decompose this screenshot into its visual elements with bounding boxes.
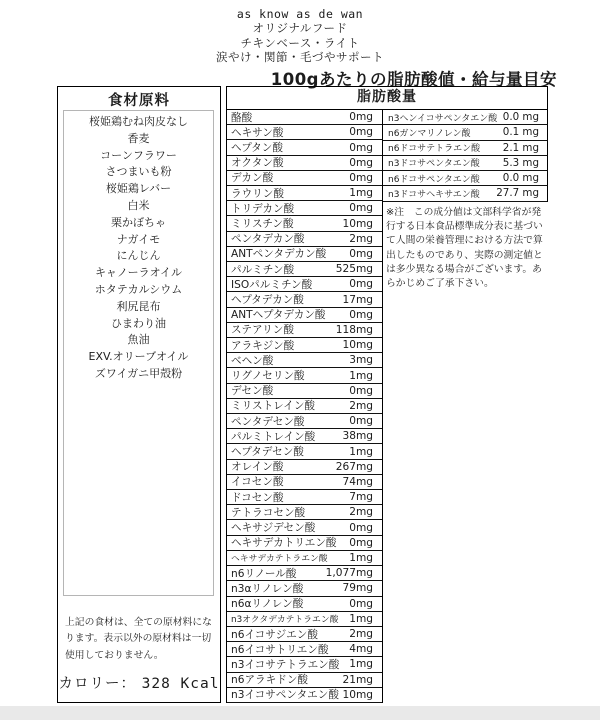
fatty-acid-value: 0mg — [349, 247, 373, 260]
fatty-acid-value: 74mg — [342, 475, 373, 488]
fatty-acid-name: n3オクタデカテトラエン酸 — [231, 615, 339, 626]
fatty-acid-name: n3イコサペンタエン酸 — [231, 689, 339, 702]
ingredients-panel — [57, 86, 221, 703]
fatty-acid-row — [227, 597, 382, 612]
fatty-acid-value: 0mg — [349, 384, 373, 397]
fatty-acid-row — [227, 505, 382, 520]
fatty-acid-table-left — [226, 110, 383, 703]
fatty-acid-name: n6αリノレン酸 — [231, 598, 304, 611]
fatty-acid-name: ベヘン酸 — [231, 354, 274, 367]
brand-block — [0, 7, 600, 64]
fatty-acid-row — [227, 308, 382, 323]
brand-line-1: as know as de wan — [236, 7, 364, 21]
fatty-acid-name: リグノセリン酸 — [231, 370, 305, 383]
fatty-acid-value: 0mg — [349, 156, 373, 169]
fatty-acid-value: 267mg — [335, 460, 373, 473]
brand-line-2: オリジナルフード — [252, 21, 348, 36]
fatty-acid-name: 酪酸 — [231, 111, 253, 124]
fatty-acid-row — [227, 232, 382, 247]
fatty-acid-name: デカン酸 — [231, 172, 274, 185]
fatty-acid-value: 1mg — [349, 445, 373, 458]
fatty-acid-name: n3ドコサペンタエン酸 — [388, 159, 480, 170]
fatty-acid-value: 1mg — [349, 369, 373, 382]
fatty-acid-row — [227, 612, 382, 627]
fatty-acid-name: ヘプタデセン酸 — [231, 446, 304, 459]
fatty-acid-value: 0mg — [349, 308, 373, 321]
fatty-acid-value: 0mg — [349, 597, 373, 610]
fatty-acid-row — [227, 216, 382, 231]
fatty-acid-name: n3αリノレン酸 — [231, 582, 304, 595]
ingredients-header: 食材原料 — [108, 93, 170, 109]
fatty-acid-row — [227, 475, 382, 490]
fatty-acid-value: 3mg — [349, 354, 373, 367]
fatty-acid-name: アラキジン酸 — [231, 339, 295, 352]
ingredient-item: ホタテカルシウム — [94, 282, 183, 296]
fatty-acid-name: ペンタデセン酸 — [231, 415, 305, 428]
fatty-acid-table-right — [383, 110, 548, 202]
fatty-acid-value: 4mg — [349, 643, 373, 656]
fatty-acid-row — [227, 566, 382, 581]
fatty-acid-value: 1mg — [349, 612, 373, 625]
fatty-acid-name: ラウリン酸 — [231, 187, 284, 200]
fatty-acid-row — [227, 429, 382, 444]
fatty-acid-value: 10mg — [342, 688, 373, 701]
fatty-acid-row — [227, 642, 382, 657]
fatty-acid-name: ミリストレイン酸 — [231, 400, 316, 413]
fatty-acid-value: 0mg — [349, 521, 373, 534]
fatty-acid-row — [227, 384, 382, 399]
fatty-acid-value: 7mg — [349, 491, 373, 504]
fatty-acid-row — [383, 141, 548, 156]
fatty-acid-value: 0mg — [349, 171, 373, 184]
fatty-acid-name: オレイン酸 — [231, 461, 284, 474]
fatty-acid-name: ヘキサデカトリエン酸 — [231, 537, 337, 550]
fatty-acid-name: n6ドコサテトラエン酸 — [388, 144, 481, 155]
fatty-acid-name: パルミチン酸 — [231, 263, 295, 276]
ingredient-item: キャノーラオイル — [94, 266, 183, 280]
fatty-acid-row — [227, 627, 382, 642]
ingredient-item: コーンフラワー — [100, 148, 177, 162]
fatty-acid-name: ヘプタデカン酸 — [231, 294, 304, 307]
fatty-acid-row — [227, 186, 382, 201]
fatty-acid-row — [227, 399, 382, 414]
fatty-acid-name: トリデカン酸 — [231, 202, 295, 215]
fatty-acid-row — [227, 125, 382, 140]
fatty-acid-value: 0mg — [349, 141, 373, 154]
fatty-acid-value: 79mg — [342, 582, 373, 595]
fatty-acid-row — [227, 460, 382, 475]
fatty-acid-value: 0mg — [349, 278, 373, 291]
fatty-acid-row — [227, 673, 382, 688]
fatty-acid-row — [227, 110, 382, 125]
fatty-acid-value: 0.0 mg — [502, 172, 539, 185]
ingredient-item: 魚油 — [127, 333, 150, 347]
calorie-line — [58, 672, 220, 693]
scan-edge — [0, 706, 600, 720]
fatty-acid-value: 1mg — [349, 551, 373, 564]
fatty-acid-row — [227, 551, 382, 566]
ingredient-item: 桜姫鶏むね肉皮なし — [89, 115, 188, 128]
ingredient-item: 香麦 — [127, 131, 150, 145]
fatty-acid-row — [227, 536, 382, 551]
fatty-acid-value: 2mg — [349, 399, 373, 412]
fatty-acid-name: ISOパルミチン酸 — [231, 278, 313, 291]
fatty-acid-name: n3イコサテトラエン酸 — [231, 658, 340, 671]
fatty-acid-value: 17mg — [342, 293, 373, 306]
fatty-acid-value: 1mg — [349, 187, 373, 200]
fatty-acid-name: オクタン酸 — [231, 157, 284, 170]
fatty-acid-name: n3ヘンイコサペンタエン酸 — [388, 113, 498, 124]
fatty-acid-value: 27.7 mg — [496, 187, 539, 200]
fatty-acid-name: ANTペンタデカン酸 — [231, 248, 327, 261]
ingredients-note: 上記の食材は、全ての原材料になります。表示以外の原材料は一切使用しておりません。 — [65, 617, 212, 661]
fatty-acid-row — [227, 444, 382, 459]
fatty-acid-row — [227, 368, 382, 383]
fatty-acid-value: 2mg — [349, 232, 373, 245]
fatty-acid-name: n3ドコサヘキサエン酸 — [388, 189, 480, 200]
fatty-acid-row — [227, 657, 382, 672]
fatty-acid-row — [227, 262, 382, 277]
ingredient-item: 栗かぼちゃ — [111, 215, 166, 229]
fatty-acid-row — [383, 110, 548, 125]
fatty-acid-value: 525mg — [335, 263, 373, 276]
fatty-acid-name: ヘキサジデセン酸 — [231, 522, 316, 535]
fatty-acid-row — [227, 490, 382, 505]
fatty-acid-name: ステアリン酸 — [231, 324, 294, 337]
fatty-acid-name: n6ドコサペンタエン酸 — [388, 174, 480, 185]
fatty-acid-value: 2mg — [349, 628, 373, 640]
fatty-acid-value: 2mg — [349, 506, 373, 519]
fatty-acid-value: 0mg — [349, 111, 373, 124]
page-title: 100gあたりの脂肪酸値・給与量目安 — [270, 70, 557, 89]
fatty-acid-row — [383, 171, 548, 186]
fatty-acid-name: ドコセン酸 — [231, 491, 284, 504]
fatty-acid-row — [227, 277, 382, 292]
ingredient-item: EXV.オリーブオイル — [88, 350, 189, 364]
fatty-acid-name: テトラコセン酸 — [231, 506, 306, 519]
fatty-acid-row — [227, 156, 382, 171]
ingredients-list — [63, 110, 214, 596]
brand-line-4: 涙やけ・関節・毛づやサポート — [216, 49, 384, 64]
fatty-acid-value: 5.3 mg — [502, 156, 539, 169]
fatty-acid-name: n6イコサジエン酸 — [231, 628, 318, 641]
fatty-acid-value: 21mg — [342, 673, 373, 686]
fatty-acid-note: ※注 この成分値は文部科学省が発行する日本食品標準成分表に基づいて人間の栄養管理における方法で算出したものであり、実際の測定値とは多少異なる場合がございます。あらかじめご了承下さい。 — [386, 207, 543, 290]
ingredient-item: ひまわり油 — [111, 316, 166, 330]
fatty-acid-value: 1,077mg — [325, 567, 373, 580]
fatty-acid-row — [227, 353, 382, 368]
fatty-acid-row — [227, 520, 382, 535]
calorie-label: カロリー： — [58, 676, 137, 692]
fatty-acid-row — [383, 156, 548, 171]
fatty-acid-value: 0mg — [349, 536, 373, 549]
fatty-acid-name: ANTヘプタデカン酸 — [231, 309, 326, 322]
fatty-acid-row — [383, 186, 548, 201]
ingredient-item: にんじん — [116, 249, 161, 263]
fatty-acid-value: 1mg — [349, 658, 373, 671]
fatty-acid-row — [227, 201, 382, 216]
fatty-acid-row — [227, 247, 382, 262]
fatty-acid-table-header: 脂肪酸量 — [226, 86, 548, 110]
fatty-acid-name: ペンタデカン酸 — [231, 233, 305, 246]
fatty-acid-value: 0mg — [349, 202, 373, 215]
ingredient-item: ナガイモ — [116, 232, 161, 246]
fatty-acid-row — [227, 140, 382, 155]
ingredient-item: ズワイガニ甲殻粉 — [94, 366, 183, 380]
fatty-acid-value: 0mg — [349, 415, 373, 428]
fatty-acid-value: 10mg — [342, 339, 373, 352]
fatty-acid-row — [383, 125, 548, 140]
fatty-acid-row — [227, 581, 382, 596]
fatty-acid-value: 0.1 mg — [502, 126, 539, 139]
fatty-acid-row — [227, 338, 382, 353]
fatty-acid-table — [226, 86, 548, 703]
fatty-acid-name: n6イコサトリエン酸 — [231, 643, 329, 656]
calorie-value: 328 Kcal — [141, 676, 220, 692]
fatty-acid-value: 0mg — [349, 126, 373, 139]
fatty-acid-name: デセン酸 — [231, 385, 274, 398]
fatty-acid-name: ヘプタン酸 — [231, 142, 283, 155]
fatty-acid-row — [227, 323, 382, 338]
fatty-acid-value: 10mg — [342, 217, 373, 230]
fatty-acid-value: 2.1 mg — [502, 141, 539, 154]
fatty-acid-row — [227, 171, 382, 186]
fatty-acid-name: イコセン酸 — [231, 476, 284, 489]
ingredient-item: 桜姫鶏レバー — [105, 182, 172, 196]
fatty-acid-value: 118mg — [335, 323, 373, 336]
ingredient-item: 利尻昆布 — [116, 299, 161, 313]
fatty-acid-row — [227, 414, 382, 429]
brand-line-3: チキンベース・ライト — [240, 35, 360, 50]
fatty-acid-name: n6ガンマリノレン酸 — [388, 128, 471, 139]
fatty-acid-name: n6リノール酸 — [231, 567, 297, 580]
fatty-acid-value: 38mg — [342, 430, 373, 443]
fatty-acid-name: ヘキサン酸 — [231, 126, 284, 139]
fatty-acid-row — [227, 688, 382, 703]
fatty-acid-value: 0.0 mg — [502, 111, 539, 124]
fatty-acid-name: パルミトレイン酸 — [231, 430, 316, 443]
ingredient-item: さつまいも粉 — [105, 165, 172, 179]
fatty-acid-name: n6アラキドン酸 — [231, 674, 309, 687]
fatty-acid-name: ヘキサデカテトラエン酸 — [231, 554, 328, 565]
fatty-acid-name: ミリスチン酸 — [231, 218, 294, 231]
ingredient-item: 白米 — [127, 198, 150, 212]
fatty-acid-row — [227, 292, 382, 307]
